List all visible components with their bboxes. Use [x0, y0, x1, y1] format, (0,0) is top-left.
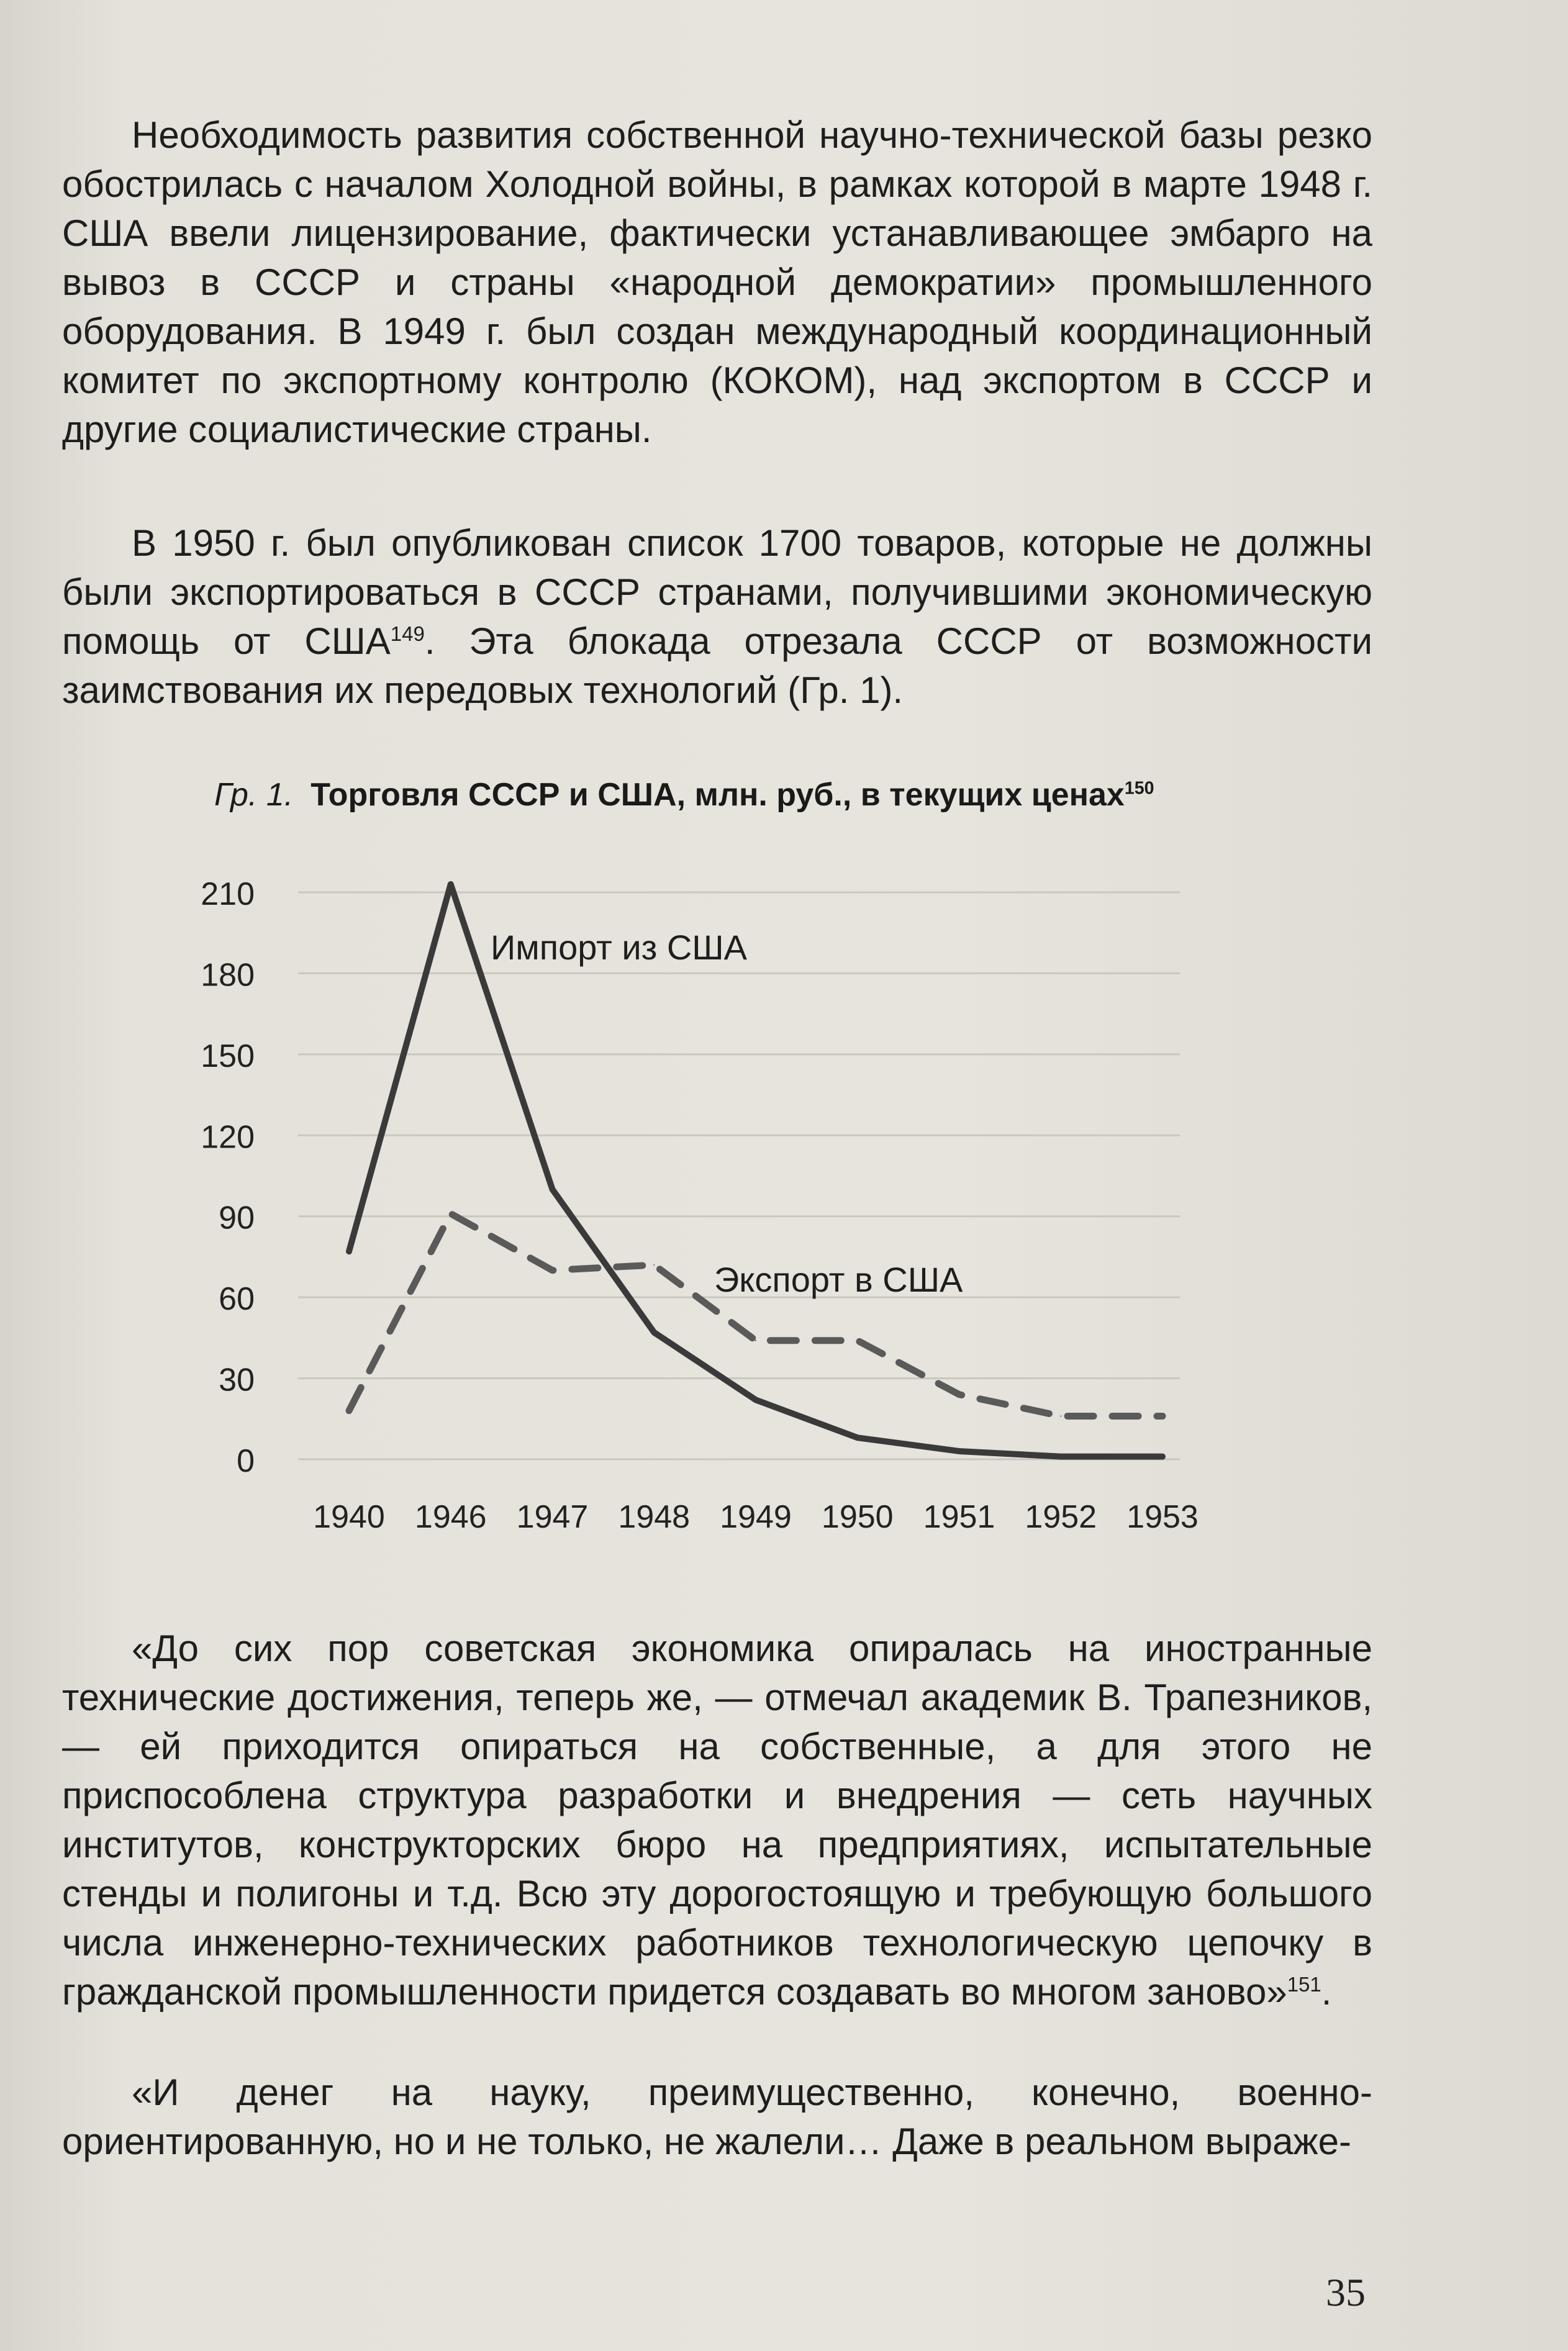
data-point [1060, 1456, 1061, 1457]
data-point [348, 1410, 350, 1411]
footnote-ref-149: 149 [390, 622, 425, 645]
y-tick-label: 30 [219, 1362, 255, 1398]
x-tick-label: 1952 [1025, 1499, 1097, 1535]
series-line-import [349, 884, 1162, 1457]
data-point [857, 1437, 858, 1438]
x-tick-label: 1946 [414, 1499, 487, 1535]
footnote-ref-150: 150 [1124, 778, 1154, 799]
chart-series [348, 884, 1163, 1457]
x-tick-label: 1951 [923, 1499, 995, 1535]
data-point [450, 1213, 451, 1214]
y-tick-label: 150 [201, 1038, 255, 1074]
data-point [755, 1399, 756, 1400]
x-tick-label: 1950 [821, 1499, 894, 1535]
paragraph-2-body: В 1950 г. был опубликован список 1700 товаров, которые не должны были экспортироваться в СССР странами, получившими экономическую помощь от США [62, 522, 1372, 662]
paragraph-3 [62, 1624, 1372, 2016]
data-point [653, 1332, 655, 1333]
y-axis-ticks [201, 876, 255, 1479]
paragraph-2-tail: . Эта блокада отрезала СССР от возможности заимствования их передовых технологий (Гр. 1). [62, 620, 1372, 711]
paragraph-4-text: «И денег на науку, преимущественно, конечно, военно-ориентированную, но и не только, не жалели… Даже в реальном выраже- [62, 2072, 1372, 2162]
y-tick-label: 90 [219, 1200, 255, 1236]
page-number: 35 [1326, 2270, 1366, 2314]
figure-number: Гр. 1. [214, 777, 294, 813]
data-point [959, 1451, 960, 1452]
y-tick-label: 0 [237, 1443, 255, 1479]
data-point [1162, 1456, 1163, 1457]
data-point [1060, 1415, 1061, 1416]
data-point [552, 1270, 553, 1271]
footnote-ref-151: 151 [1287, 1973, 1321, 1996]
data-point [857, 1340, 858, 1341]
data-point [552, 1189, 553, 1190]
data-point [1162, 1415, 1163, 1416]
y-tick-label: 180 [201, 957, 255, 994]
y-tick-label: 210 [201, 876, 255, 912]
series-label-export: Экспорт в США [714, 1260, 963, 1299]
data-point [755, 1340, 756, 1341]
data-point [450, 884, 451, 885]
paragraph-3-text [62, 1624, 1372, 2016]
x-tick-label: 1953 [1126, 1499, 1199, 1535]
chart-grid [298, 892, 1180, 1459]
x-tick-label: 1947 [516, 1499, 589, 1535]
y-tick-label: 120 [201, 1119, 255, 1156]
paragraph-1-text: Необходимость развития собственной научно-технической базы резко обострилась с началом Холодной войны, в рамках которой в марте 1948 г. США ввели лицензирование, фактически устанавливающее эмбарго на вывоз в СССР и страны «народной демократии» промышленного оборудования. В 1949 г. был создан международный координационный комитет по экспортному контролю (КОКОМ), над экспортом в СССР и другие социалистические страны. [62, 114, 1372, 450]
paragraph-4 [62, 2068, 1372, 2166]
figure-title: Торговля СССР и США, млн. руб., в текущих ценах [310, 777, 1125, 813]
data-point [348, 1251, 350, 1252]
x-tick-label: 1949 [720, 1499, 792, 1535]
x-axis-ticks [313, 1499, 1199, 1535]
paragraph-3-tail: . [1321, 1971, 1332, 2013]
chart-series-labels [491, 928, 963, 1299]
x-tick-label: 1940 [313, 1499, 385, 1535]
series-label-import: Импорт из США [491, 928, 747, 967]
data-point [653, 1264, 655, 1266]
x-tick-label: 1948 [618, 1499, 691, 1535]
data-point [959, 1394, 960, 1395]
paragraph-3-body: «До сих пор советская экономика опиралась на иностранные технические достижения, теперь же, — отмечал академик В. Трапезников, — ей приходится опираться на собственные, а для этого не приспособлена структура разработки и внедрения — сеть научных институтов, конструкторских бюро на предприятиях, испытательные стенды и полигоны и т.д. Всю эту дорогостоящую и требующую большого числа инженерно-технических работников технологическую цепочку в гражданской промышленности придется создавать во многом заново» [62, 1628, 1372, 2013]
series-line-export [349, 1213, 1162, 1416]
y-tick-label: 60 [219, 1281, 255, 1318]
